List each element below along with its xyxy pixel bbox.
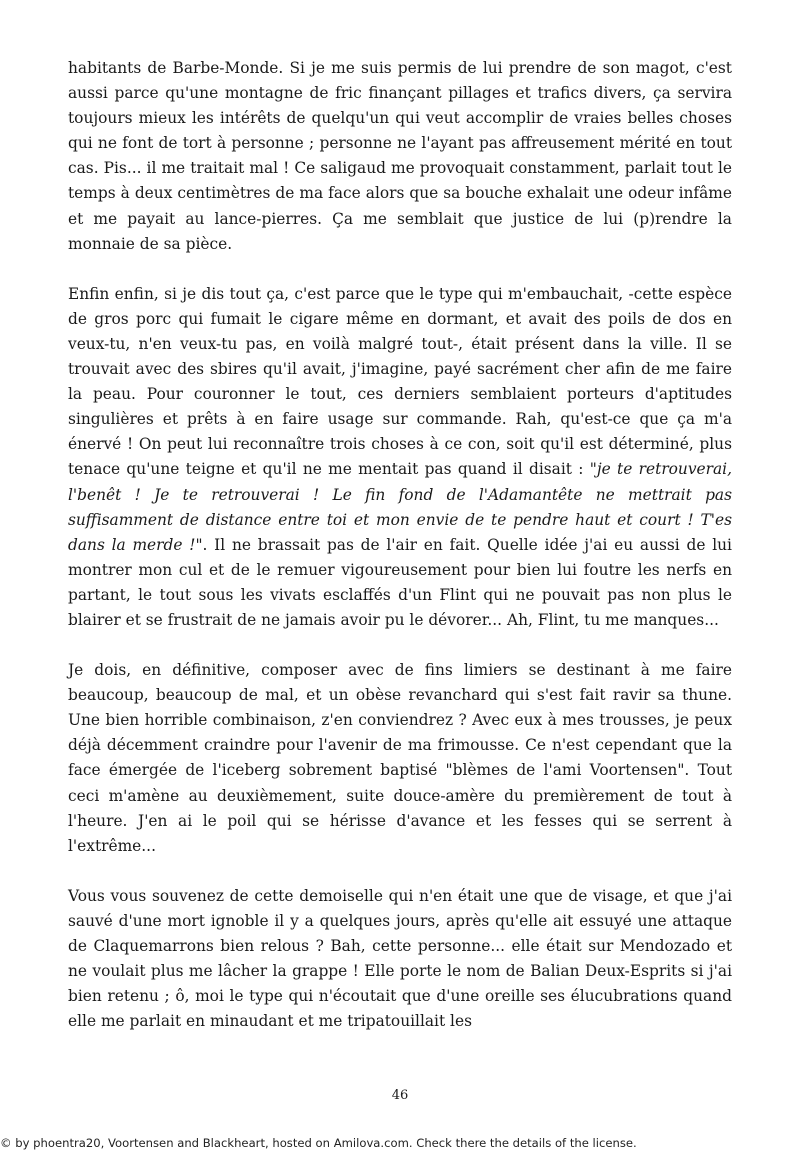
paragraph-2-text-before: Enfin enfin, si je dis tout ça, c'est parce que le type qui m'embauchait, -cette espèce de gros porc qui fumait le cigare même en dormant, et avait des poils de dos en veux-tu, n'en veux-tu pas, en voilà malgré tout-, était présent dans la ville. Il se trouvait avec des sbires qu'il avait, j'imagine, payé sacrément cher afin de me faire la peau. Pour couronner le tout, ces derniers semblaient porteurs d'aptitudes singulières et prêts à en faire usage sur commande. Rah, qu'est-ce que ça m'a énervé ! On peut lui reconnaître trois choses à ce con, soit qu'il est déterminé, plus tenace qu'une teigne et qu'il ne me mentait pas quand il disait : " xyxy=(68,284,732,479)
page-number: 46 xyxy=(391,1088,409,1103)
paragraph-2 xyxy=(68,282,732,633)
paragraph-2-text-after: ". Il ne brassait pas de l'air en fait. Quelle idée j'ai eu aussi de lui montrer mon cul et de le remuer vigoureusement pour bien lui foutre les nerfs en partant, le tout sous les vivats esclaffés d'un Flint qui ne pouvait pas non plus le blairer et se frustrait de ne jamais avoir pu le dévorer... Ah, Flint, tu me manques... xyxy=(68,535,732,629)
body-text xyxy=(68,56,732,1059)
paragraph-4: Vous vous souvenez de cette demoiselle qui n'en était une que de visage, et que j'ai sauvé d'une mort ignoble il y a quelques jours, après qu'elle ait essuyé une attaque de Claquemarrons bien relous ? Bah, cette personne... elle était sur Mendozado et ne voulait plus me lâcher la grappe ! Elle porte le nom de Balian Deux-Esprits si j'ai bien retenu ; ô, moi le type qui n'écoutait que d'une oreille ses élucubrations quand elle me parlait en minaudant et me tripatouillait les xyxy=(68,886,732,1031)
paragraph-1: habitants de Barbe-Monde. Si je me suis permis de lui prendre de son magot, c'est aussi parce qu'une montagne de fric finançant pillages et trafics divers, ça servira toujours mieux les intérêts de quelqu'un qui veut accomplir de vraies belles choses qui ne font de tort à personne ; personne ne l'ayant pas affreusement mérité en tout cas. Pis... il me traitait mal ! Ce saligaud me provoquait constamment, parlait tout le temps à deux centimètres de ma face alors que sa bouche exhalait une odeur infâme et me payait au lance-pierres. Ça me semblait que justice de lui (p)rendre la monnaie de sa pièce. xyxy=(68,59,732,253)
paragraph-3: Je dois, en définitive, composer avec de fins limiers se destinant à me faire beaucoup, beaucoup de mal, et un obèse revanchard qui s'est fait ravir sa thune. Une bien horrible combinaison, z'en conviendrez ? Avec eux à mes trousses, je peux déjà décemment craindre pour l'avenir de ma frimousse. Ce n'est cependant que la face émergée de l'iceberg sobrement baptisé "blèmes de l'ami Voortensen". Tout ceci m'amène au deuxièmement, suite douce-amère du premièrement de tout à l'heure. J'en ai le poil qui se hérisse d'avance et les fesses qui se serrent à l'extrême... xyxy=(68,661,732,855)
license-footer: © by phoentra20, Voortensen and Blackheart, hosted on Amilova.com. Check there the details of the license. xyxy=(0,1136,637,1150)
paragraph-2-quote: je te retrouverai, l'benêt ! Je te retrouverai ! Le fin fond de l'Adamantête ne mettrait pas suffisamment de distance entre toi et mon envie de te pendre haut et court ! T'es dans la merde ! xyxy=(68,460,732,554)
